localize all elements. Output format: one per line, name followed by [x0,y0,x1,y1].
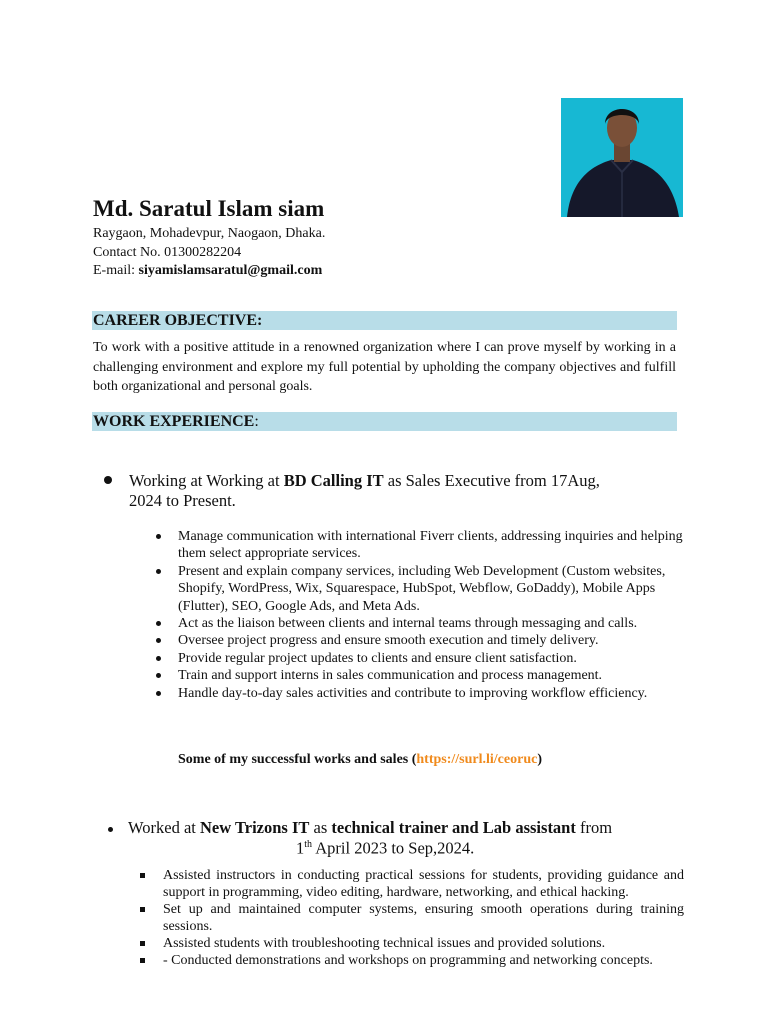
list-item [156,667,686,684]
profile-photo [561,98,683,217]
job1-prefix: Working at Working at [129,471,284,490]
work-experience-heading [92,412,677,431]
job2-bullet [108,827,113,832]
bullet-icon [156,534,161,539]
job2-date-sup: th [304,839,313,850]
square-bullet-icon [140,907,145,912]
duty-text: Provide regular project updates to clients and ensure client satisfaction. [178,650,577,666]
list-item [156,563,686,615]
bullet-icon [156,673,161,678]
job1-company: BD Calling IT [283,471,384,490]
career-objective-heading: CAREER OBJECTIVE: [92,311,677,330]
works-close: ) [537,752,542,767]
list-item [156,615,686,632]
bullet-icon [156,656,161,661]
works-label: Some of my successful works and sales ( [178,752,417,767]
bullet-icon [156,691,161,696]
job2-from: from [575,818,613,837]
job2-role: technical trainer and Lab assistant [331,818,576,837]
email-line [93,262,322,280]
duty-text: Train and support interns in sales communication and process management. [178,668,603,684]
duty-text: Assisted instructors in conducting practical sessions for students, providing guidance and support in programming, video editing, hardware, networking, and ethical hacking. [163,868,684,900]
duty-text: Act as the liaison between clients and internal teams through messaging and calls. [178,616,638,632]
list-item [156,632,686,649]
square-bullet-icon [140,873,145,878]
works-link[interactable]: https://surl.li/ceoruc [416,752,538,767]
list-item [140,867,684,901]
list-item [156,528,686,563]
job2-dates [296,835,474,859]
job2-prefix: Worked at [128,818,200,837]
list-item [156,685,686,702]
job2-as: as [309,818,332,837]
list-item [140,935,684,952]
job1-bullet [104,476,112,484]
duty-text: Assisted students with troubleshooting technical issues and provided solutions. [163,936,606,951]
bullet-icon [156,569,161,574]
duty-text: Present and explain company services, including Web Development (Custom websites, Shopify, WordPress, Wix, Squarespace, HubSpot, Webflow, GoDaddy), Mobile Apps (Flutter), SEO, Google Ads, and Meta Ads. [178,563,666,614]
list-item [156,650,686,667]
job1-duties [156,528,686,702]
square-bullet-icon [140,941,145,946]
bullet-icon [156,638,161,643]
contact-line [93,244,241,262]
list-item [140,901,684,935]
duty-text: Handle day-to-day sales activities and contribute to improving workflow efficiency. [178,685,648,701]
square-bullet-icon [140,958,145,963]
duty-text: Oversee project progress and ensure smooth execution and timely delivery. [178,633,599,649]
candidate-name: Md. Saratul Islam siam [93,196,325,221]
career-objective-text: To work with a positive attitude in a renowned organization where I can prove myself by working in a challenging environment and explore my full potential by upholding the company objectives and fulfill both organizational and personal goals. [93,340,676,394]
address: Raygaon, Mohadevpur, Naogaon, Dhaka. [93,226,326,241]
job2-date-rest: April 2023 to Sep,2024. [312,838,475,858]
work-experience-title: WORK EXPERIENCE [93,413,255,430]
job2-company: New Trizons IT [199,818,310,837]
email-label: E-mail: [93,263,139,278]
bullet-icon [156,621,161,626]
successful-works-line [178,752,542,768]
email-address: siyamislamsaratul@gmail.com [138,263,323,278]
contact-label: Contact No. [93,245,165,260]
duty-text: - Conducted demonstrations and workshops on programming and networking concepts. [163,953,653,968]
job1-middle: as Sales Executive from 17Aug, [383,471,600,490]
job2-duties [140,867,684,969]
list-item [140,952,684,969]
contact-number: 01300282204 [164,245,242,260]
work-experience-colon: : [254,413,259,430]
duty-text: Set up and maintained computer systems, ensuring smooth operations during training sessions. [163,902,684,934]
job2-date-day: 1 [296,838,305,858]
job1-dates: 2024 to Present. [129,491,236,510]
job1-title [129,471,600,491]
duty-text: Manage communication with international Fiverr clients, addressing inquiries and helping them select appropriate services. [178,529,683,562]
